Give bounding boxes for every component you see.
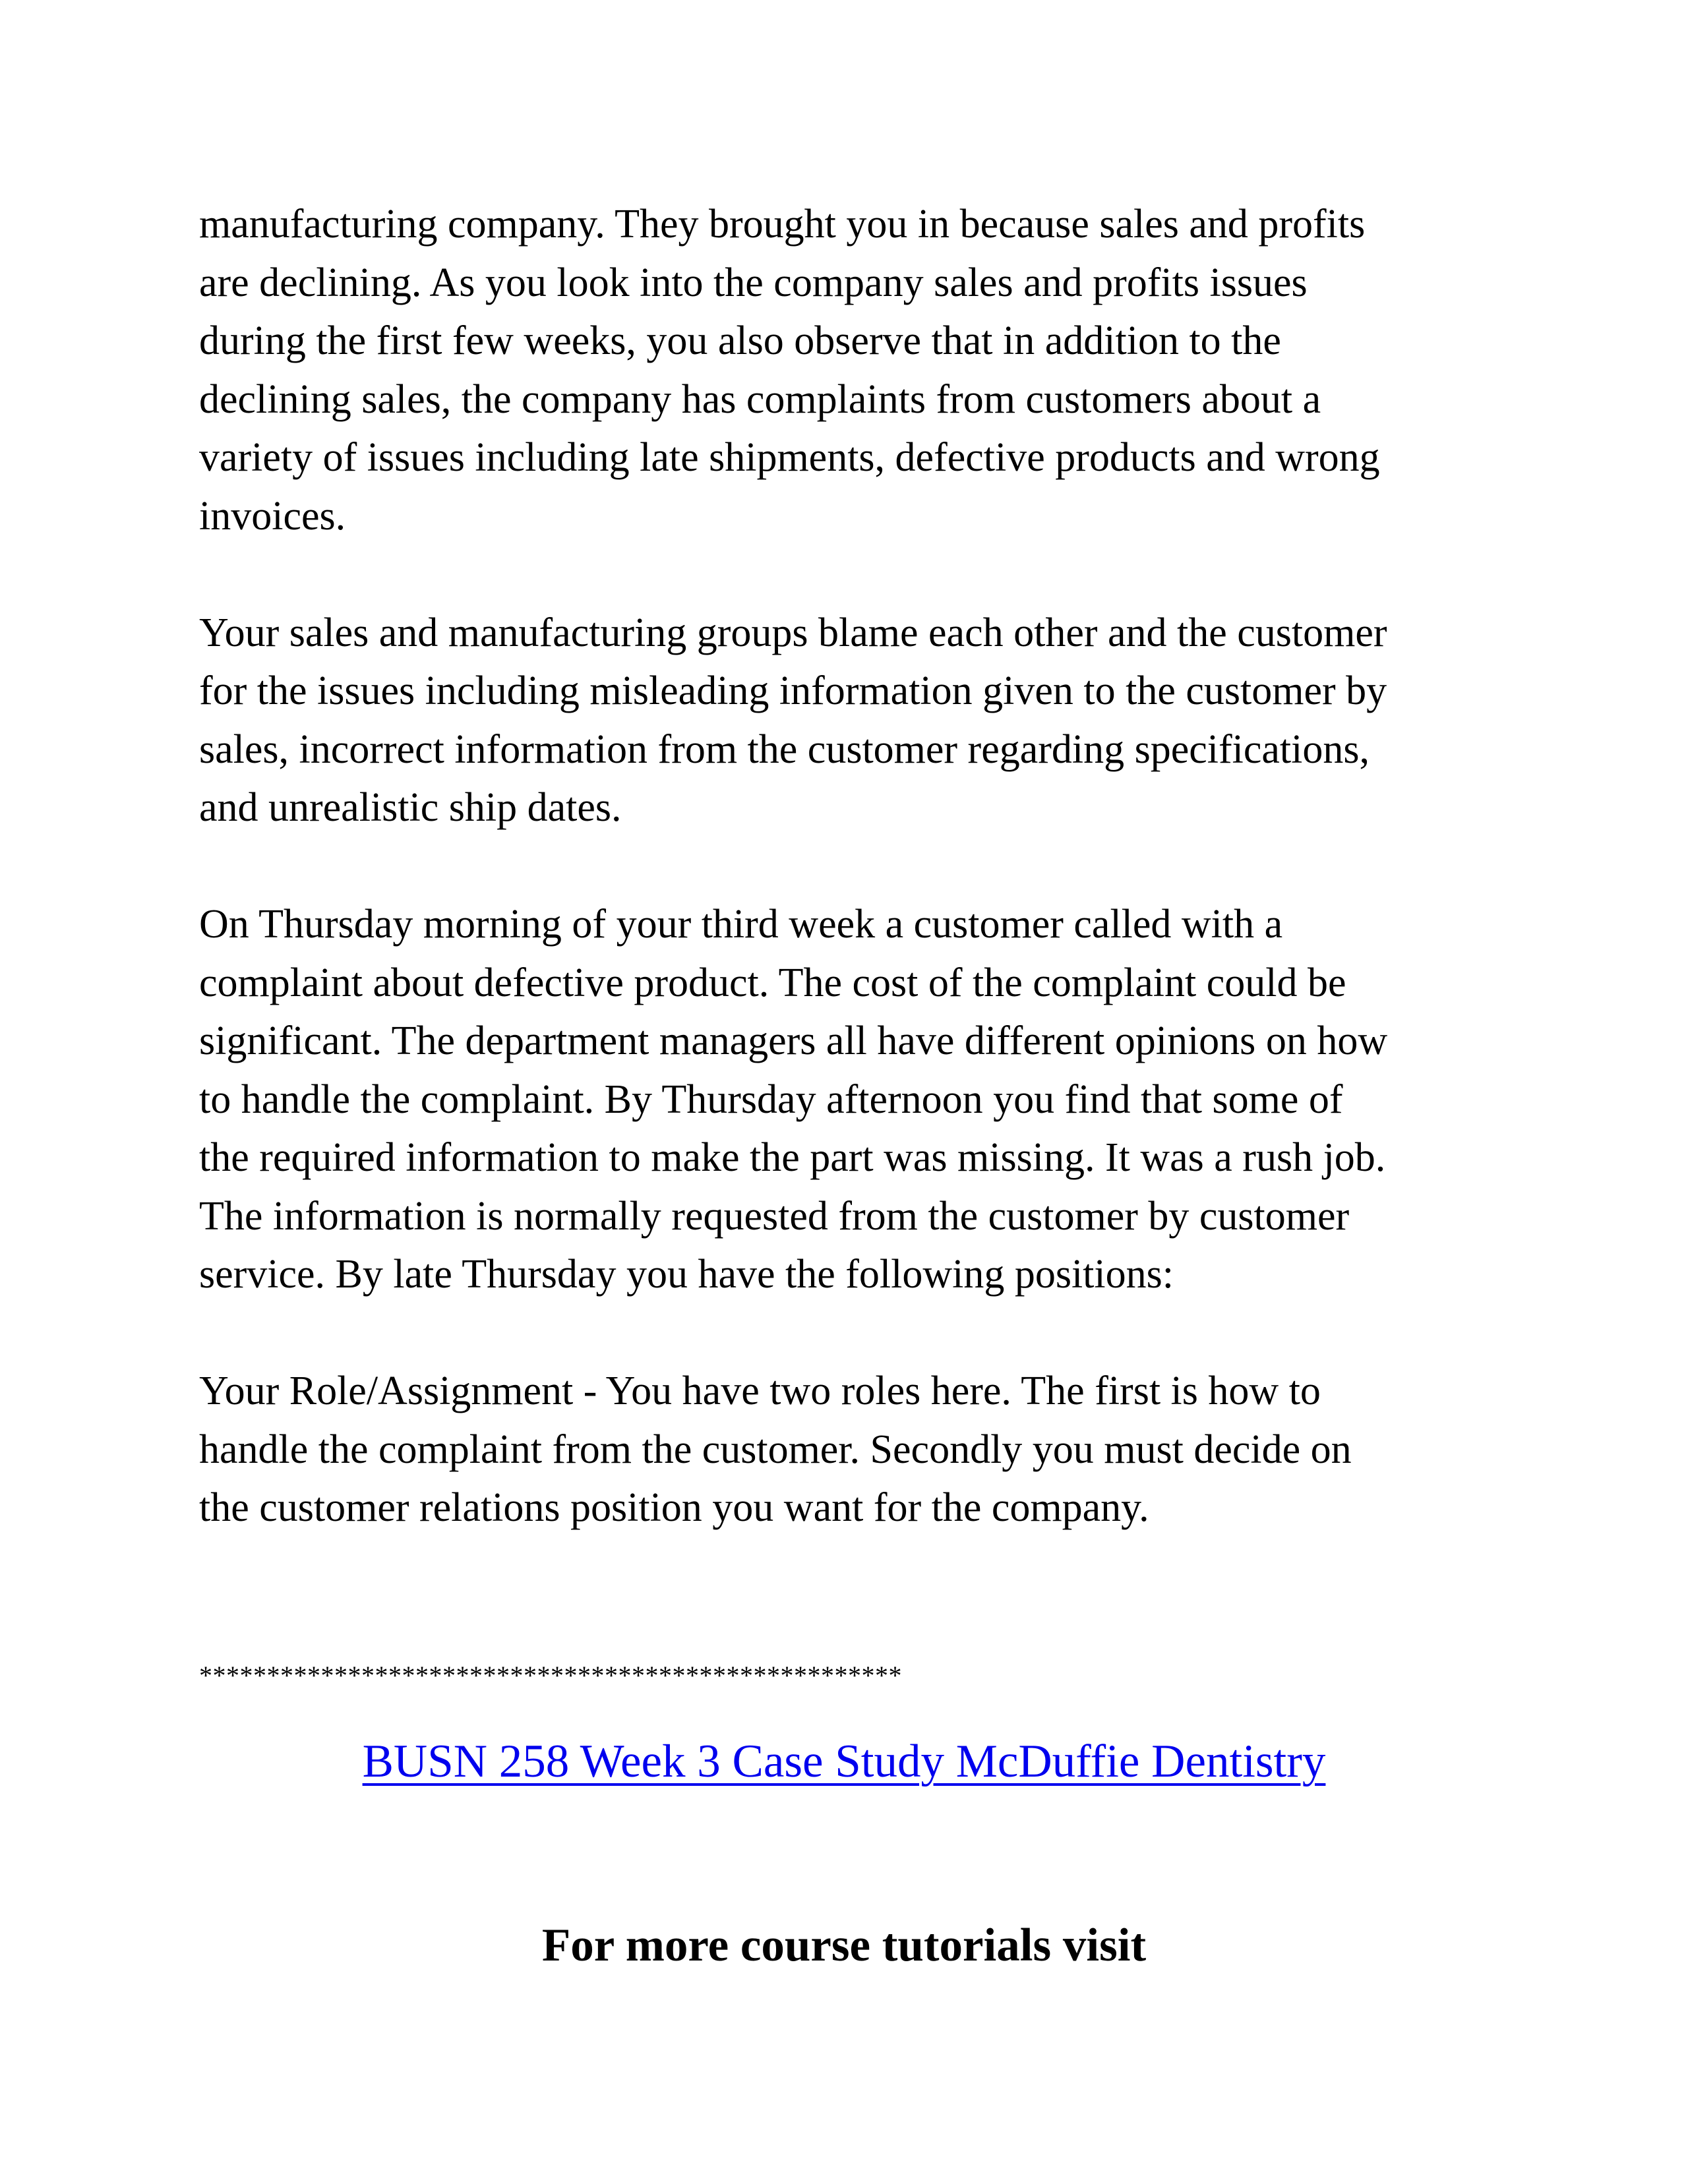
text-line: invoices. bbox=[199, 493, 346, 539]
text-line: Your Role/Assignment - You have two roles here. The first is how to bbox=[199, 1369, 1321, 1413]
asterisk-separator: **************************************************** bbox=[199, 1661, 902, 1690]
text-line: handle the complaint from the customer. Secondly you must decide on bbox=[199, 1427, 1352, 1472]
text-line: the customer relations position you want for the company. bbox=[199, 1485, 1149, 1530]
text-line: Your sales and manufacturing groups blame each other and the customer bbox=[199, 610, 1387, 655]
text-line: sales, incorrect information from the customer regarding specifications, bbox=[199, 726, 1370, 772]
text-line: are declining. As you look into the company sales and profits issues bbox=[199, 260, 1308, 305]
text-line: declining sales, the company has complaints from customers about a bbox=[199, 376, 1321, 422]
text-line: service. By late Thursday you have the following positions: bbox=[199, 1252, 1174, 1297]
text-line: for the issues including misleading information given to the customer by bbox=[199, 668, 1387, 713]
text-line: The information is normally requested from the customer by customer bbox=[199, 1193, 1350, 1239]
text-line: and unrealistic ship dates. bbox=[199, 785, 622, 830]
paragraph-1 bbox=[199, 195, 1518, 545]
text-line: the required information to make the part was missing. It was a rush job. bbox=[199, 1135, 1386, 1180]
footer-heading: For more course tutorials visit bbox=[541, 1920, 1147, 1971]
text-line: to handle the complaint. By Thursday afternoon you find that some of bbox=[199, 1077, 1343, 1122]
paragraph-3 bbox=[199, 895, 1518, 1304]
text-line: complaint about defective product. The cost of the complaint could be bbox=[199, 960, 1346, 1005]
paragraph-gap bbox=[199, 545, 1518, 604]
course-link[interactable]: BUSN 258 Week 3 Case Study McDuffie Dentistry bbox=[362, 1736, 1326, 1787]
paragraph-2 bbox=[199, 604, 1518, 837]
paragraph-gap bbox=[199, 837, 1518, 896]
text-line: significant. The department managers all have different opinions on how bbox=[199, 1018, 1388, 1063]
text-line: On Thursday morning of your third week a customer called with a bbox=[199, 902, 1283, 947]
paragraph-4 bbox=[199, 1362, 1518, 1537]
text-line: during the first few weeks, you also observe that in addition to the bbox=[199, 318, 1281, 363]
body-text bbox=[199, 195, 1518, 1537]
text-line: manufacturing company. They brought you in because sales and profits bbox=[199, 202, 1366, 247]
text-line: variety of issues including late shipments, defective products and wrong bbox=[199, 435, 1380, 480]
paragraph-gap bbox=[199, 1304, 1518, 1363]
